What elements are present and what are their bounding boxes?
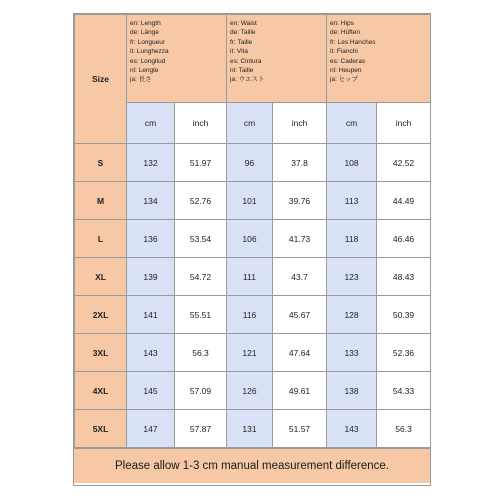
cm-value-cell: 121 xyxy=(227,334,273,372)
waist-label-line: en: Waist xyxy=(230,20,257,27)
inch-value-cell: 42.52 xyxy=(377,144,431,182)
length-label-line: ja: 長さ xyxy=(130,76,152,84)
inch-value-cell: 37.8 xyxy=(273,144,327,182)
cm-value-cell: 126 xyxy=(227,372,273,410)
size-label: XL xyxy=(75,258,127,296)
size-label: L xyxy=(75,220,127,258)
cm-value-cell: 145 xyxy=(127,372,175,410)
inch-value-cell: 46.46 xyxy=(377,220,431,258)
inch-value-cell: 54.72 xyxy=(175,258,227,296)
cm-value-cell: 96 xyxy=(227,144,273,182)
unit-header: cm xyxy=(327,103,377,144)
length-label-line: en: Length xyxy=(130,20,161,27)
inch-value-cell: 45.67 xyxy=(273,296,327,334)
inch-value-cell: 55.51 xyxy=(175,296,227,334)
size-row xyxy=(75,372,431,410)
unit-header: cm xyxy=(127,103,175,144)
size-label: M xyxy=(75,182,127,220)
cm-value-cell: 111 xyxy=(227,258,273,296)
waist-label-line: es: Cintura xyxy=(230,57,262,65)
size-column-header: Size xyxy=(75,15,127,144)
cm-value-cell: 141 xyxy=(127,296,175,334)
waist-label-line: de: Taille xyxy=(230,29,256,37)
inch-value-cell: 52.36 xyxy=(377,334,431,372)
size-row xyxy=(75,144,431,182)
inch-value-cell: 51.57 xyxy=(273,410,327,448)
inch-value-cell: 44.49 xyxy=(377,182,431,220)
cm-value-cell: 136 xyxy=(127,220,175,258)
cm-value-cell: 132 xyxy=(127,144,175,182)
size-row xyxy=(75,410,431,448)
inch-value-cell: 47.64 xyxy=(273,334,327,372)
inch-value-cell: 43.7 xyxy=(273,258,327,296)
size-label: 4XL xyxy=(75,372,127,410)
measurement-note: Please allow 1-3 cm manual measurement difference. xyxy=(74,448,430,483)
size-label: 5XL xyxy=(75,410,127,448)
cm-value-cell: 118 xyxy=(327,220,377,258)
inch-value-cell: 57.09 xyxy=(175,372,227,410)
cm-value-cell: 106 xyxy=(227,220,273,258)
cm-value-cell: 133 xyxy=(327,334,377,372)
unit-header: inch xyxy=(273,103,327,144)
inch-value-cell: 51.97 xyxy=(175,144,227,182)
cm-value-cell: 108 xyxy=(327,144,377,182)
unit-header: inch xyxy=(377,103,431,144)
size-row xyxy=(75,182,431,220)
inch-value-cell: 39.76 xyxy=(273,182,327,220)
size-row xyxy=(75,296,431,334)
size-row xyxy=(75,334,431,372)
cm-value-cell: 139 xyxy=(127,258,175,296)
inch-value-cell: 57.87 xyxy=(175,410,227,448)
cm-value-cell: 143 xyxy=(327,410,377,448)
unit-header: cm xyxy=(227,103,273,144)
cm-value-cell: 113 xyxy=(327,182,377,220)
hips-label-line: ja: ヒップ xyxy=(330,76,359,84)
hips-label-line: en: Hips xyxy=(330,20,354,27)
hips-label-line: es: Caderas xyxy=(330,57,366,65)
length-label-line: de: Länge xyxy=(130,29,159,37)
size-row xyxy=(75,220,431,258)
inch-value-cell: 49.61 xyxy=(273,372,327,410)
waist-header xyxy=(227,15,327,103)
hips-label-line: fr: Les Hanches xyxy=(330,38,376,46)
inch-value-cell: 56.3 xyxy=(175,334,227,372)
hips-label-line: de: Hüften xyxy=(330,29,361,37)
inch-value-cell: 48.43 xyxy=(377,258,431,296)
inch-value-cell: 52.76 xyxy=(175,182,227,220)
cm-value-cell: 134 xyxy=(127,182,175,220)
cm-value-cell: 138 xyxy=(327,372,377,410)
hips-header xyxy=(327,15,431,103)
waist-label-line: nl: Taille xyxy=(230,67,254,75)
hips-label-line: nl: Heupen xyxy=(330,67,362,75)
measurement-header-row xyxy=(75,15,431,103)
length-label-line: es: Longitud xyxy=(130,57,166,65)
hips-label-line: it: Fianchi xyxy=(330,48,358,56)
cm-value-cell: 116 xyxy=(227,296,273,334)
inch-value-cell: 41.73 xyxy=(273,220,327,258)
size-label: 2XL xyxy=(75,296,127,334)
cm-value-cell: 143 xyxy=(127,334,175,372)
cm-value-cell: 128 xyxy=(327,296,377,334)
waist-label-line: it: Vita xyxy=(230,48,248,56)
cm-value-cell: 147 xyxy=(127,410,175,448)
length-label-line: it: Lunghezza xyxy=(130,48,169,56)
length-label-line: nl: Lengte xyxy=(130,67,159,75)
inch-value-cell: 56.3 xyxy=(377,410,431,448)
cm-value-cell: 101 xyxy=(227,182,273,220)
length-header xyxy=(127,15,227,103)
cm-value-cell: 131 xyxy=(227,410,273,448)
size-row xyxy=(75,258,431,296)
inch-value-cell: 54.33 xyxy=(377,372,431,410)
waist-label-line: ja: ウエスト xyxy=(230,76,265,84)
waist-label-line: fr: Taille xyxy=(230,38,253,46)
size-chart xyxy=(73,13,431,486)
size-label: S xyxy=(75,144,127,182)
size-table xyxy=(74,14,431,448)
inch-value-cell: 53.54 xyxy=(175,220,227,258)
inch-value-cell: 50.39 xyxy=(377,296,431,334)
unit-header-row xyxy=(75,103,431,144)
size-label: 3XL xyxy=(75,334,127,372)
unit-header: inch xyxy=(175,103,227,144)
length-label-line: fr: Longueur xyxy=(130,38,166,46)
cm-value-cell: 123 xyxy=(327,258,377,296)
